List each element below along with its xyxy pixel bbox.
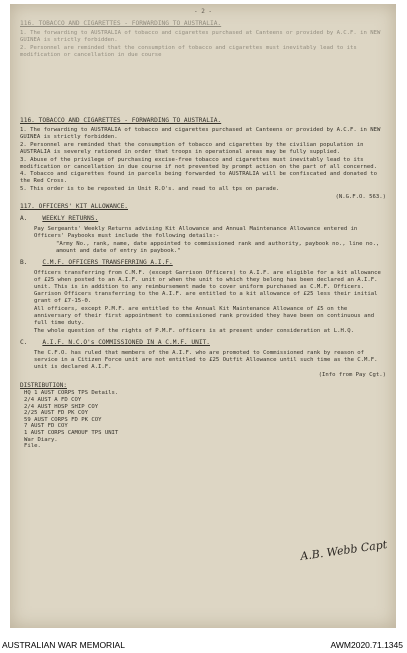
item-116-heading: 116. TOBACCO AND CIGARETTES - FORWARDING TO AUSTRALIA. <box>20 117 222 124</box>
handwritten-signature: A.B. Webb Capt <box>299 537 388 564</box>
subsection-title: A.I.F. N.C.O's COMMISSIONED IN A C.M.F. UNIT. <box>42 338 210 346</box>
subsection-a-text: Pay Sergeants' Weekly Returns advising Kit Allowance and Annual Maintenance Allowance entered in Officers' Paybooks must include the following details:- <box>34 226 358 239</box>
subsection-b-paragraph: Garrison Officers transferring to the A.I.F. are entitled to a kit allowance of £25 less their initial grant of £7-15-0. <box>34 291 378 305</box>
item-116-paragraph: 5. This order is to be reposted in Unit R.O's. and read to all tps on parade. <box>20 186 280 193</box>
archive-credit: AUSTRALIAN WAR MEMORIAL <box>2 640 125 650</box>
subsection-title: WEEKLY RETURNS. <box>42 215 99 223</box>
subsection-c-heading <box>20 339 386 347</box>
subsection-letter: B. <box>20 258 28 266</box>
faded-paragraph: 2. Personnel are reminded that the consumption of tobacco and cigarettes must inevitably lead to its modification or cancellation in due course <box>20 44 357 58</box>
order-body <box>20 115 386 450</box>
distribution-list <box>20 390 386 449</box>
subsection-b-paragraph: All officers, except P.M.F. are entitled to the Annual Kit Maintenance Allowance of £5 on the anniversary of their first appointment to commissioned rank provided they have been on continuous and full time duty. <box>34 306 375 327</box>
distribution-item: HQ 1 AUST CORPS TPS Details. <box>24 390 119 397</box>
archive-reference: AWM2020.71.1345 <box>330 640 403 650</box>
subsection-a-heading <box>20 215 386 223</box>
distribution-item: 1 AUST CORPS CAMOUF TPS UNIT <box>24 430 119 437</box>
distribution-item: 7 AUST FD COY <box>24 423 68 430</box>
distribution-title: DISTRIBUTION: <box>20 382 67 390</box>
page-number: - 2 - <box>193 8 213 15</box>
distribution-item: 2/4 AUST A FD COY <box>24 397 82 404</box>
item-117-heading: 117. OFFICERS' KIT ALLOWANCE. <box>20 203 129 211</box>
item-116-paragraph: 3. Abuse of the privilege of purchasing excise-free tobacco and cigarettes must inevitably lead to its modification or cancellation in due course if not prevented by prompt action on the part of all concerned. <box>20 156 377 170</box>
subsection-b-heading <box>20 259 386 267</box>
item-116-paragraph: 1. The forwarding to AUSTRALIA of tobacco and cigarettes purchased at Canteens or provided by A.C.F. in NEW GUINEA is strictly forbidden. <box>20 127 381 140</box>
item-116-paragraph: 2. Personnel are reminded that the consumption of tobacco and cigarettes by the civilian population in AUSTRALIA is severely rationed in order that troops in operational areas may be fully supplied. <box>20 141 364 155</box>
faded-heading: 116. TOBACCO AND CIGARETTES - FORWARDING TO AUSTRALIA. <box>20 20 222 27</box>
subsection-c-paragraph: The C.F.O. has ruled that members of the A.I.F. who are promoted to Commissioned rank by reason of service in a Citizen Force unit are not entitled to £25 Outfit Allowance until such time as the C.M.F. unit is declared A.I.F. <box>34 349 378 370</box>
faded-overprint-section <box>20 18 386 60</box>
distribution-item: File. <box>24 443 41 450</box>
distribution-item: War Diary. <box>24 436 58 443</box>
subsection-title: C.M.F. OFFICERS TRANSFERRING A.I.F. <box>42 258 173 266</box>
subsection-c-reference: (Info from Pay Cgt.) <box>318 371 386 378</box>
subsection-b-paragraph: Officers transferring from C.M.F. (except Garrison Officers) to A.I.F. are eligible for a kit allowance of £25 when posted to an A.I.F. unit or when the unit to which they belong has been declared an A.I.F. unit. This is in addition to any reimbursement made to cover uniform purchased as C.M.F. Officers. <box>34 269 381 290</box>
distribution-item: 2/25 AUST FD PK COY <box>24 410 88 417</box>
subsection-b-paragraph: The whole question of the rights of P.M.F. officers is at present under consideration at L.H.Q. <box>34 327 354 334</box>
distribution-item: 59 AUST CORPS FD PK COY <box>24 416 102 423</box>
distribution-item: 2/4 AUST HOSP SHIP COY <box>24 403 99 410</box>
faded-paragraph: 1. The forwarding to AUSTRALIA of tobacco and cigarettes purchased at Canteens or provided by A.C.F. in NEW GUINEA is strictly forbidden. <box>20 30 381 43</box>
item-116-reference: (N.G.F.O. 563.) <box>335 194 386 201</box>
subsection-letter: A. <box>20 215 28 223</box>
subsection-a-quote: "Army No., rank, name, date appointed to commissioned rank and authority, paybook no., line no., amount and date of entry in paybook." <box>56 240 380 254</box>
document-page <box>10 4 396 628</box>
item-116-paragraph: 4. Tobacco and cigarettes found in parcels being forwarded to AUSTRALIA will be confiscated and donated to the Red Cross. <box>20 171 377 185</box>
subsection-letter: C. <box>20 338 28 346</box>
